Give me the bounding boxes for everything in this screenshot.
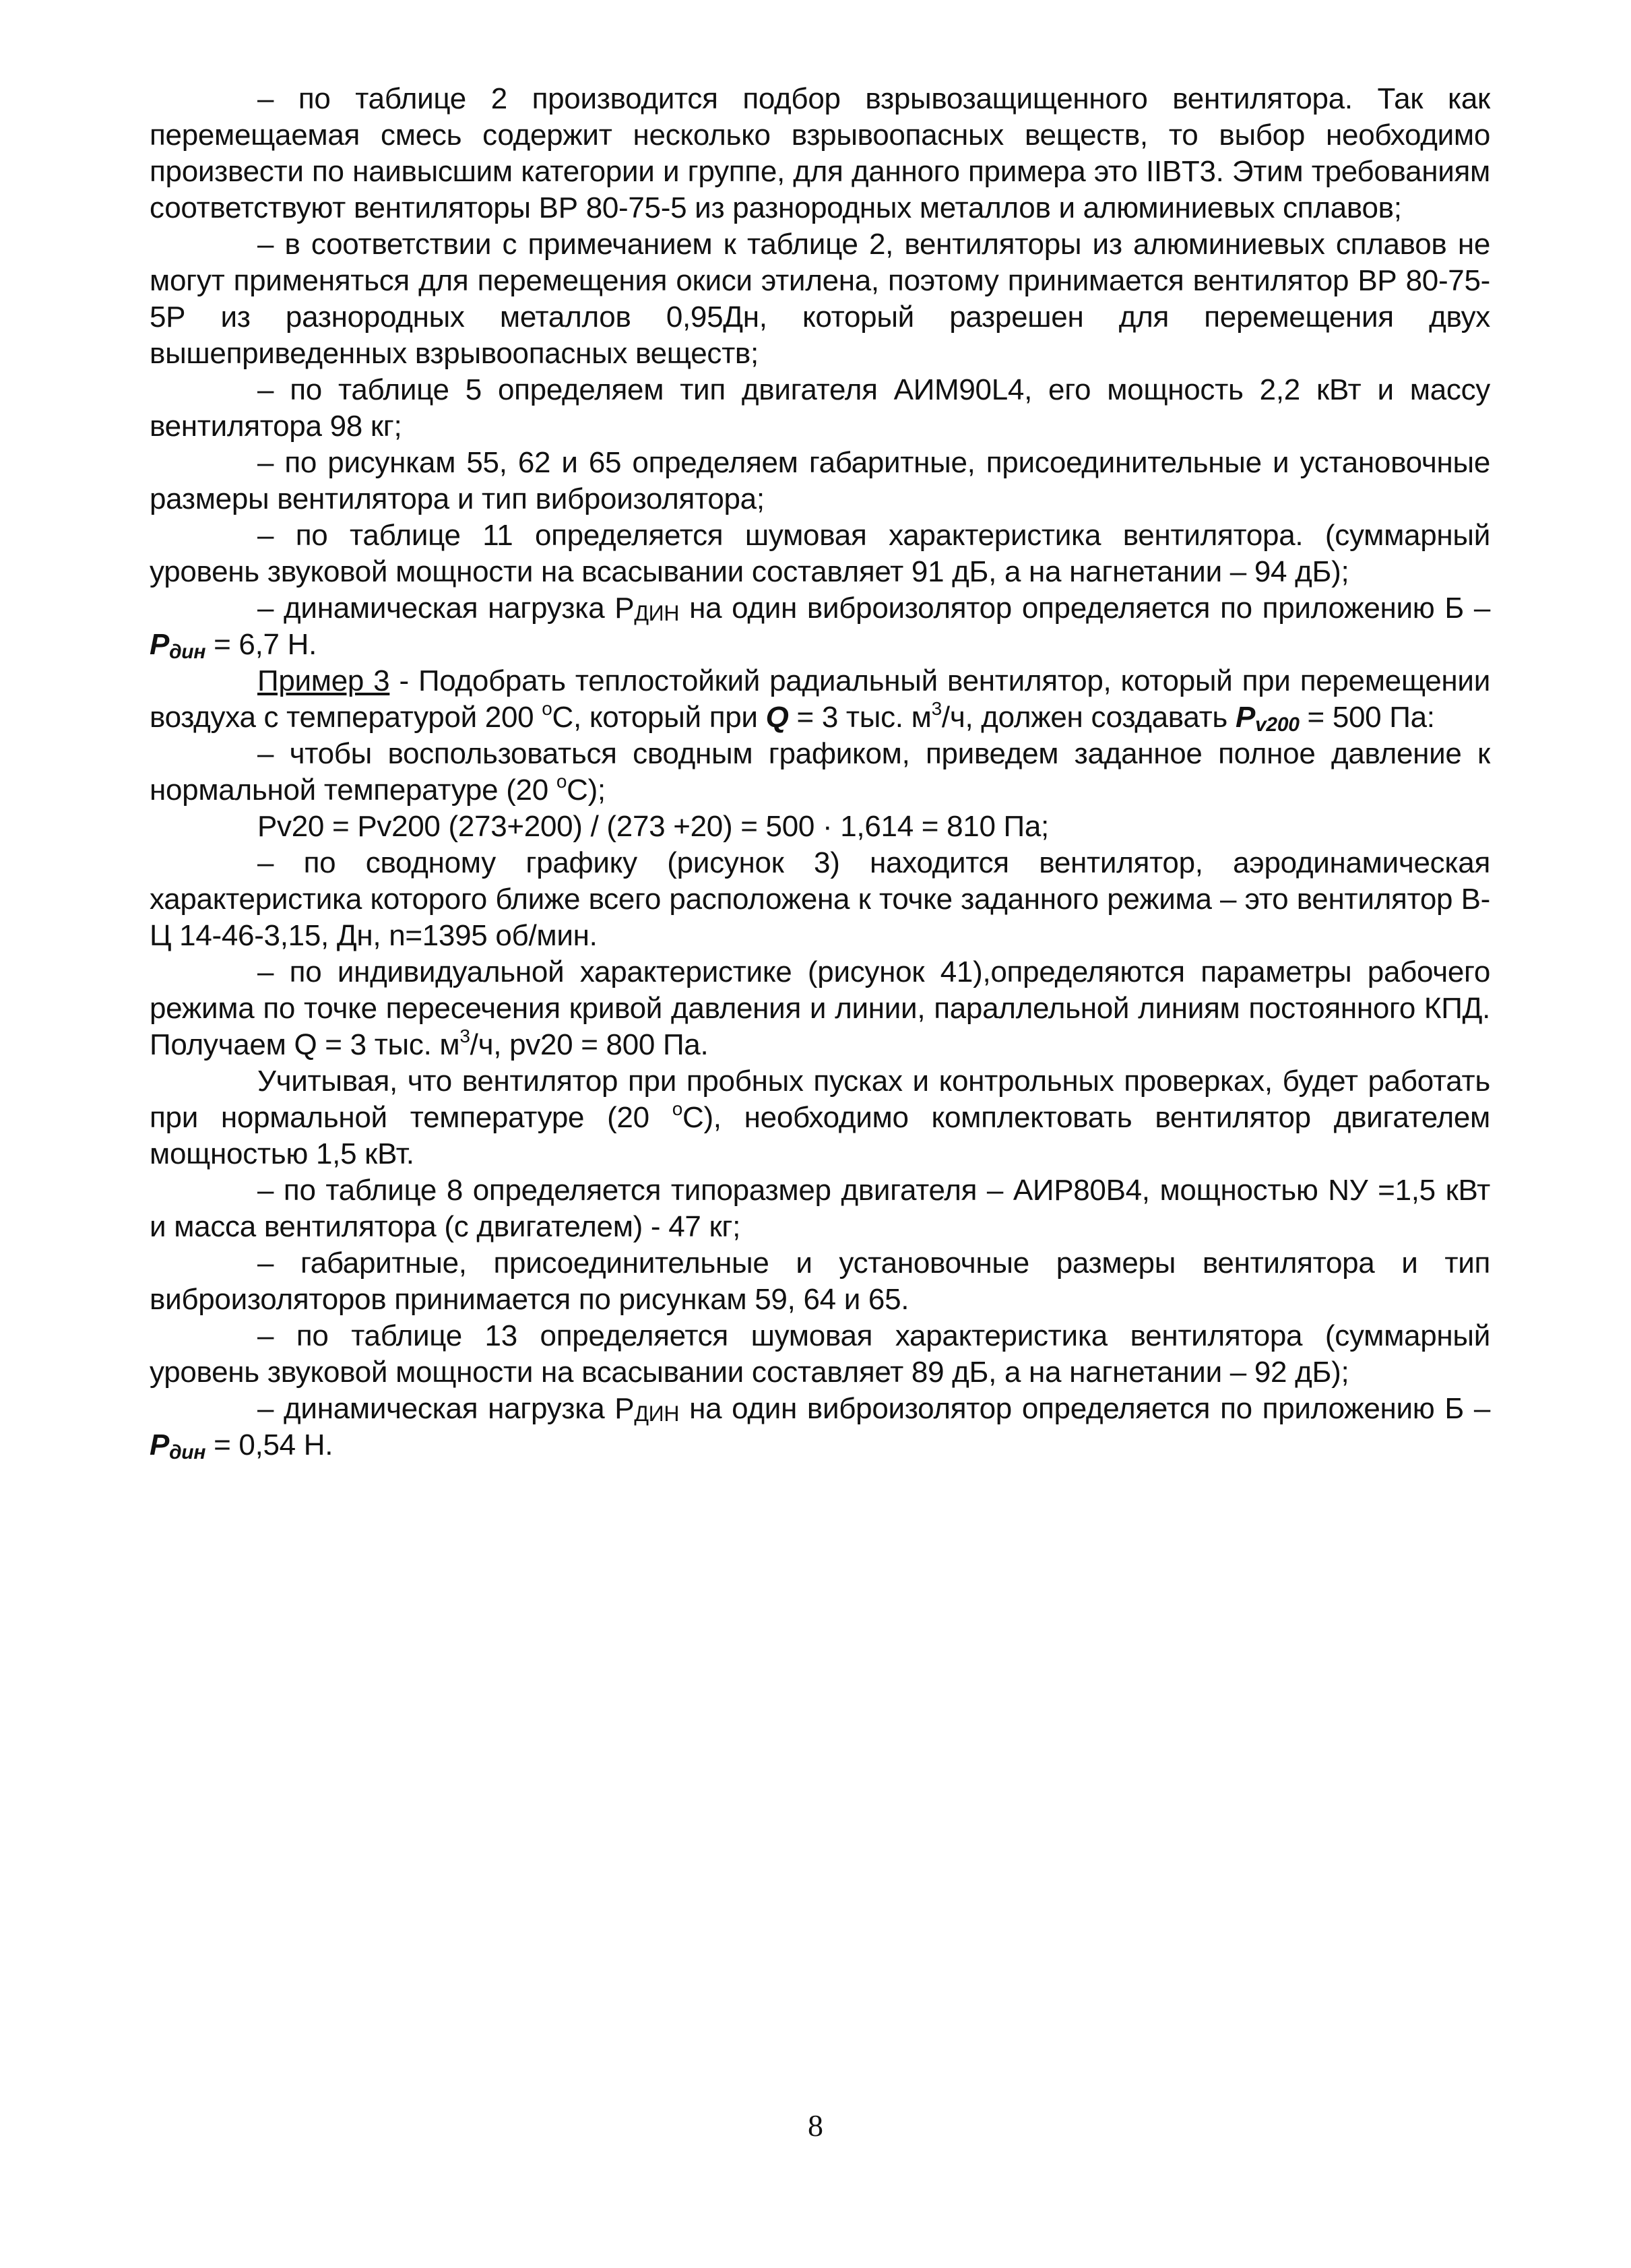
formula-symbol: Р xyxy=(150,628,170,661)
text-run: на один виброизолятор определяется по приложению Б – xyxy=(679,592,1490,625)
superscript: 3 xyxy=(459,1026,470,1046)
paragraph-dynamic-load-2 xyxy=(150,1391,1490,1463)
text-run: = 3 тыс. м xyxy=(788,701,932,734)
text-run: С); xyxy=(567,774,606,807)
paragraph-summary-chart: – по сводному графику (рисунок 3) находится вентилятор, аэродинамическая характеристика которого ближе всего расположена к точке заданного режима – это вентилятор В-Ц 14-46-3,15, Дн, n=1395 об/мин. xyxy=(150,846,1490,952)
paragraph-vibration-isolators: – габаритные, присоединительные и установочные размеры вентилятора и тип виброизоляторов принимается по рисункам 59, 64 и 65. xyxy=(150,1247,1490,1316)
subscript: v200 xyxy=(1255,714,1300,736)
subscript: ДИН xyxy=(634,1401,680,1426)
paragraph-dynamic-load-1 xyxy=(150,590,1490,663)
text-run: Учитывая, что вентилятор при пробных пусках и контрольных проверках, будет работать при нормальной температуре (20 xyxy=(150,1065,1490,1134)
paragraph-pressure-formula: Pv20 = Pv200 (273+200) / (273 +20) = 500 · 1,614 = 810 Па; xyxy=(257,810,1049,843)
text-run: = 500 Па: xyxy=(1299,701,1435,734)
text-run: /ч, pv20 = 800 Па. xyxy=(470,1028,709,1061)
text-run: /ч, должен создавать xyxy=(941,701,1236,734)
example-label: Пример 3 xyxy=(257,664,390,697)
paragraph-individual-characteristic xyxy=(150,954,1490,1063)
text-run: – по индивидуальной характеристике (рисунок 41),определяются параметры рабочего режима по точке пересечения кривой давления и линии, параллельной линиям постоянного КПД. Получаем Q = 3 тыс. м xyxy=(150,955,1490,1061)
paragraph-noise-characteristic: – по таблице 11 определяется шумовая характеристика вентилятора. (суммарный уровень звуковой мощности на всасывании составляет 91 дБ, а на нагнетании – 94 дБ); xyxy=(150,519,1490,588)
document-body xyxy=(150,81,1490,1463)
text-run: - Подобрать теплостойкий радиальный вентилятор, который при перемещении воздуха с температурой 200 xyxy=(150,664,1490,734)
subscript: ДИН xyxy=(634,601,680,625)
subscript: дин xyxy=(169,1441,206,1463)
paragraph-fan-selection: – по таблице 2 производится подбор взрывозащищенного вентилятора. Так как перемещаемая смесь содержит несколько взрывоопасных веществ, то выбор необходимо произвести по наивысшим категории и группе, для данного примера это IIBT3. Этим требованиям соответствуют вентиляторы ВР 80-75-5 из разнородных металлов и алюминиевых сплавов; xyxy=(150,82,1490,224)
text-run: – динамическая нагрузка Р xyxy=(257,592,635,625)
paragraph-test-runs xyxy=(150,1063,1490,1172)
formula-symbol: P xyxy=(1235,701,1256,734)
paragraph-motor-type: – по таблице 5 определяем тип двигателя АИМ90L4, его мощность 2,2 кВт и массу вентилятора 98 кг; xyxy=(150,373,1490,443)
page-number: 8 xyxy=(808,2108,823,2143)
text-run: С, который при xyxy=(552,701,766,734)
formula-symbol: Q xyxy=(765,701,789,734)
paragraph-aluminium-note: – в соответствии с примечанием к таблице 2, вентиляторы из алюминиевых сплавов не могут применяться для перемещения окиси этилена, поэтому принимается вентилятор ВР 80-75-5Р из разнородных металлов 0,95Дн, который разрешен для перемещения двух вышеприведенных взрывоопасных веществ; xyxy=(150,228,1490,370)
paragraph-noise-characteristic-2: – по таблице 13 определяется шумовая характеристика вентилятора (суммарный уровень звуковой мощности на всасывании составляет 89 дБ, а на нагнетании – 92 дБ); xyxy=(150,1319,1490,1389)
paragraph-dimensions: – по рисункам 55, 62 и 65 определяем габаритные, присоединительные и установочные размеры вентилятора и тип виброизолятора; xyxy=(150,446,1490,515)
paragraph-motor-size: – по таблице 8 определяется типоразмер двигателя – АИР80В4, мощностью NУ =1,5 кВт и масса вентилятора (с двигателем) - 47 кг; xyxy=(150,1174,1490,1243)
subscript: дин xyxy=(169,641,206,663)
text-run: С), необходимо комплектовать вентилятор двигателем мощностью 1,5 кВт. xyxy=(150,1101,1491,1170)
text-run: = 6,7 Н. xyxy=(205,628,317,661)
text-run: = 0,54 Н. xyxy=(205,1428,333,1461)
superscript: о xyxy=(672,1098,682,1119)
text-run: на один виброизолятор определяется по приложению Б – xyxy=(679,1392,1490,1425)
text-run: – чтобы воспользоваться сводным графиком, приведем заданное полное давление к нормальной температуре (20 xyxy=(150,737,1490,807)
superscript: 3 xyxy=(931,698,942,719)
superscript: о xyxy=(542,698,552,719)
text-run: – динамическая нагрузка Р xyxy=(257,1392,635,1425)
formula-symbol: Р xyxy=(150,1428,170,1461)
paragraph-example-3 xyxy=(150,663,1490,736)
superscript: о xyxy=(556,771,567,792)
paragraph-normal-temperature xyxy=(150,736,1490,809)
